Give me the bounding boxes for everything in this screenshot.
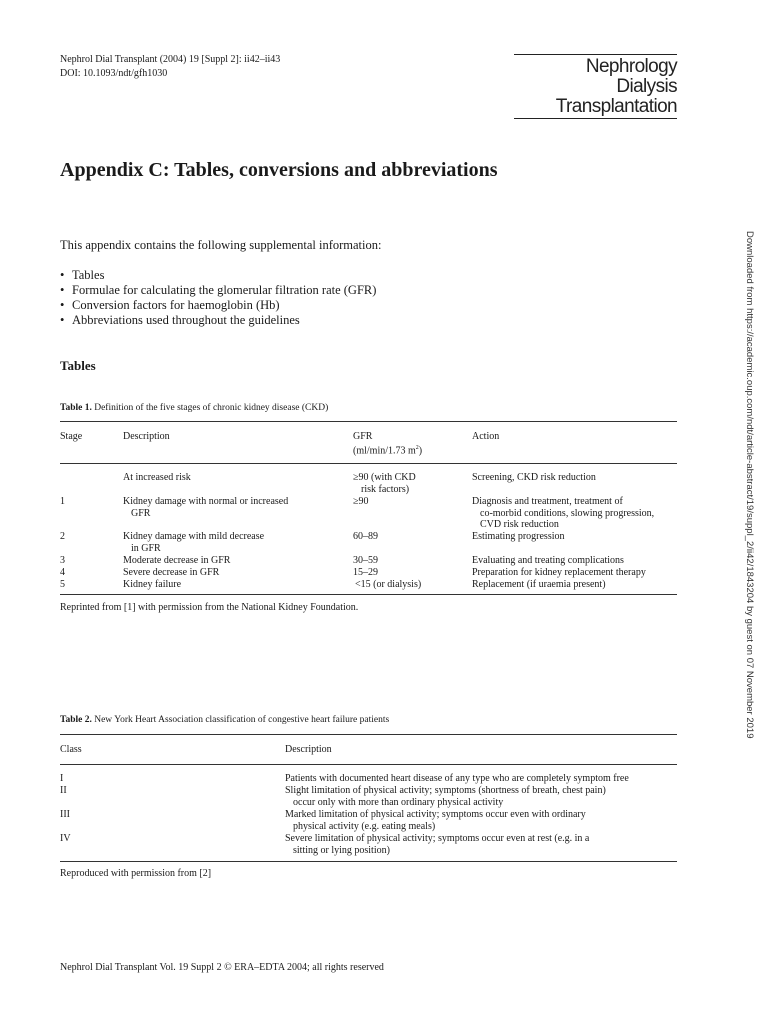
table1-bottom-rule bbox=[60, 594, 677, 595]
download-watermark: Downloaded from https://academic.oup.com/ndt/article-abstract/19/suppl_2/ii42/1843204 by guest on 07 November 2019 bbox=[744, 231, 755, 739]
table2-bottom-rule bbox=[60, 861, 677, 862]
table1-label: Table 1. bbox=[60, 403, 92, 413]
table1-cell-gfr bbox=[353, 472, 416, 495]
table2-label: Table 2. bbox=[60, 715, 92, 725]
table2-top-rule bbox=[60, 734, 677, 735]
table1-cell-description bbox=[123, 567, 219, 579]
cell-line: occur only with more than ordinary physical activity bbox=[293, 796, 504, 808]
table1-cell-action bbox=[472, 579, 606, 591]
table1-cell-gfr bbox=[353, 531, 378, 543]
table2-header-description: Description bbox=[285, 744, 332, 755]
table1-cell-stage: 3 bbox=[60, 555, 65, 566]
table1-cell-action bbox=[472, 472, 596, 484]
table1-header-gfr-line1: GFR bbox=[353, 431, 373, 442]
table2-cell-description bbox=[285, 785, 606, 808]
table1-cell-description bbox=[123, 555, 230, 567]
cell-line: Marked limitation of physical activity; symptoms occur even with ordinary bbox=[285, 809, 586, 820]
cell-line: 60–89 bbox=[353, 531, 378, 542]
table1-cell-stage: 1 bbox=[60, 496, 65, 507]
table1-note: Reprinted from [1] with permission from the National Kidney Foundation. bbox=[60, 602, 359, 613]
table1-cell-stage: 4 bbox=[60, 567, 65, 578]
contents-list bbox=[60, 268, 376, 328]
table1-header-gfr bbox=[353, 431, 422, 457]
cell-line: 15–29 bbox=[353, 567, 378, 578]
table1-header-stage: Stage bbox=[60, 431, 83, 442]
table2-header-class: Class bbox=[60, 744, 82, 755]
gfr-unit-superscript: 2 bbox=[415, 444, 419, 451]
cell-line: Severe limitation of physical activity; symptoms occur even at rest (e.g. in a bbox=[285, 833, 590, 844]
cell-line: in GFR bbox=[131, 542, 161, 554]
list-item: • Conversion factors for haemoglobin (Hb) bbox=[60, 298, 376, 313]
cell-line: Screening, CKD risk reduction bbox=[472, 472, 596, 483]
cell-line: Moderate decrease in GFR bbox=[123, 555, 231, 566]
table1-top-rule bbox=[60, 421, 677, 422]
table1-cell-description bbox=[123, 472, 191, 484]
table1-cell-gfr bbox=[353, 496, 369, 508]
table1-cell-stage: 5 bbox=[60, 579, 65, 590]
cell-line: Severe decrease in GFR bbox=[123, 567, 220, 578]
cell-line: risk factors) bbox=[361, 483, 410, 495]
cell-line: sitting or lying position) bbox=[293, 844, 390, 856]
table2-cell-class: III bbox=[60, 809, 70, 820]
table2-cell-class: IV bbox=[60, 833, 71, 844]
list-item: • Formulae for calculating the glomerular filtration rate (GFR) bbox=[60, 283, 376, 298]
table1-header-gfr-line2 bbox=[353, 443, 422, 457]
table2-cell-class: II bbox=[60, 785, 67, 796]
table2-caption bbox=[60, 715, 389, 725]
journal-logo bbox=[514, 54, 677, 119]
citation-text: Nephrol Dial Transplant (2004) 19 [Suppl 2]: ii42–ii43 bbox=[60, 54, 281, 65]
intro-text: This appendix contains the following supplemental information: bbox=[60, 238, 382, 252]
table1-cell-description bbox=[123, 531, 264, 554]
cell-line: 30–59 bbox=[353, 555, 378, 566]
cell-line: GFR bbox=[131, 507, 151, 519]
gfr-unit-text: (ml/min/1.73 m bbox=[353, 444, 416, 456]
table1-cell-action bbox=[472, 496, 654, 531]
journal-logo-line-3: Transplantation bbox=[555, 96, 677, 117]
cell-line: <15 (or dialysis) bbox=[355, 579, 422, 590]
cell-line: Evaluating and treating complications bbox=[472, 555, 624, 566]
cell-line: Kidney damage with mild decrease bbox=[123, 531, 265, 542]
cell-line: Replacement (if uraemia present) bbox=[472, 579, 606, 590]
table2-cell-description bbox=[285, 773, 629, 785]
table1-caption bbox=[60, 403, 328, 413]
table1-cell-action bbox=[472, 531, 565, 543]
table1-cell-description bbox=[123, 579, 181, 591]
cell-line: At increased risk bbox=[123, 472, 191, 483]
table2-cell-class: I bbox=[60, 773, 64, 784]
table2-cell-description bbox=[285, 833, 589, 856]
journal-logo-line-1: Nephrology bbox=[585, 56, 677, 77]
journal-logo-line-2: Dialysis bbox=[616, 76, 677, 97]
cell-line: physical activity (e.g. eating meals) bbox=[293, 820, 436, 832]
cell-line: Patients with documented heart disease of any type who are completely symptom free bbox=[285, 773, 629, 784]
list-item: • Abbreviations used throughout the guidelines bbox=[60, 313, 376, 328]
table2-cell-description bbox=[285, 809, 586, 832]
cell-line: Kidney damage with normal or increased bbox=[123, 496, 289, 507]
table2-note: Reproduced with permission from [2] bbox=[60, 868, 212, 879]
cell-line: ≥90 bbox=[353, 496, 369, 507]
cell-line: CVD risk reduction bbox=[480, 519, 559, 531]
cell-line: Preparation for kidney replacement therapy bbox=[472, 567, 646, 578]
cell-line: Estimating progression bbox=[472, 531, 565, 542]
table1-cell-gfr bbox=[353, 567, 378, 579]
table1-header-description: Description bbox=[123, 431, 170, 442]
section-heading: Tables bbox=[60, 358, 96, 373]
cell-line: Diagnosis and treatment, treatment of bbox=[472, 496, 623, 507]
table1-caption-text: Definition of the five stages of chronic kidney disease (CKD) bbox=[94, 403, 329, 413]
cell-line: Slight limitation of physical activity; symptoms (shortness of breath, chest pain) bbox=[285, 785, 606, 796]
table1-cell-gfr bbox=[355, 579, 421, 591]
table1-header-rule bbox=[60, 463, 677, 464]
page-footer: Nephrol Dial Transplant Vol. 19 Suppl 2 © ERA–EDTA 2004; all rights reserved bbox=[60, 962, 384, 973]
table1-cell-description bbox=[123, 496, 288, 519]
table1-cell-gfr bbox=[353, 555, 378, 567]
table2-header-rule bbox=[60, 764, 677, 765]
citation-block bbox=[60, 53, 280, 81]
page-title: Appendix C: Tables, conversions and abbreviations bbox=[60, 159, 498, 181]
table1-header-action: Action bbox=[472, 431, 500, 442]
cell-line: ≥90 (with CKD bbox=[353, 472, 416, 483]
cell-line: Kidney failure bbox=[123, 579, 182, 590]
list-item: • Tables bbox=[60, 268, 376, 283]
cell-line: co-morbid conditions, slowing progression, bbox=[480, 507, 655, 519]
table1-cell-action bbox=[472, 555, 624, 567]
doi-text: DOI: 10.1093/ndt/gfh1030 bbox=[60, 68, 168, 79]
table1-cell-action bbox=[472, 567, 646, 579]
gfr-unit-close: ) bbox=[418, 444, 423, 456]
table1-cell-stage: 2 bbox=[60, 531, 65, 542]
table2-caption-text: New York Heart Association classification of congestive heart failure patients bbox=[94, 715, 390, 725]
